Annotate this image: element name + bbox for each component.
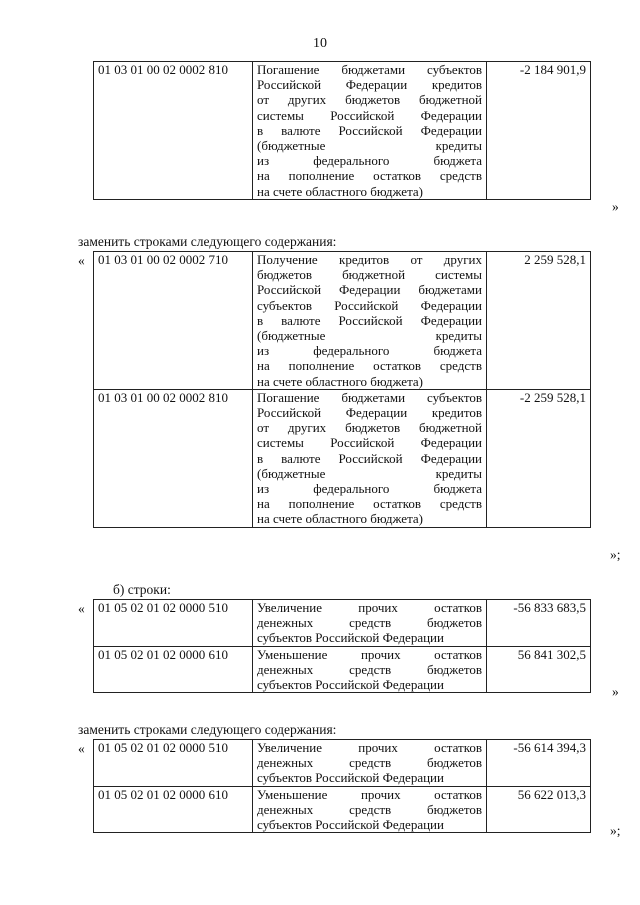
name-line: Российской Федерации кредитов — [257, 77, 482, 93]
budget-name-cell — [253, 600, 487, 647]
budget-table-old-balances — [93, 599, 591, 693]
budget-table-old-credits — [93, 61, 591, 200]
budget-table-new-balances — [93, 739, 591, 833]
name-line: (бюджетные кредиты — [257, 328, 482, 344]
name-line: Уменьшение прочих остатков — [257, 646, 482, 662]
budget-name-cell — [253, 252, 487, 390]
name-line: субъектов Российской Федерации — [257, 770, 444, 786]
closing-quote: » — [612, 199, 619, 214]
budget-code-cell: 01 03 01 00 02 0002 710 — [94, 252, 253, 390]
name-line: в валюте Российской Федерации — [257, 122, 482, 138]
replace-instruction: заменить строками следующего содержания: — [78, 234, 337, 249]
table-row — [94, 646, 591, 693]
table-row — [94, 62, 591, 200]
page-number: 10 — [313, 36, 327, 51]
budget-code-cell: 01 05 02 01 02 0000 610 — [94, 646, 253, 693]
name-line: субъектов Российской Федерации — [257, 817, 444, 833]
amount-cell: 56 841 302,5 — [487, 646, 591, 693]
name-line: из федерального бюджета — [257, 343, 482, 359]
name-line: Получение кредитов от других — [257, 252, 482, 267]
name-line: Увеличение прочих остатков — [257, 600, 482, 615]
name-line: субъектов Российской Федерации — [257, 297, 482, 313]
closing-quote: »; — [610, 823, 621, 838]
name-line: денежных средств бюджетов — [257, 801, 482, 817]
name-line: системы Российской Федерации — [257, 107, 482, 123]
amount-cell: -56 614 394,3 — [487, 740, 591, 787]
name-line: на счете областного бюджета) — [257, 373, 424, 389]
name-line: (бюджетные кредиты — [257, 465, 482, 481]
name-line: системы Российской Федерации — [257, 435, 482, 451]
name-line: Уменьшение прочих остатков — [257, 786, 482, 802]
name-line: на пополнение остатков средств — [257, 168, 482, 184]
budget-name-cell — [253, 646, 487, 693]
amount-cell: 2 259 528,1 — [487, 252, 591, 390]
name-line: на счете областного бюджета) — [257, 511, 424, 527]
table-row — [94, 740, 591, 787]
opening-quote: « — [78, 741, 85, 756]
name-line: денежных средств бюджетов — [257, 615, 482, 631]
section-b-heading: б) строки: — [113, 582, 171, 597]
budget-name-cell — [253, 740, 487, 787]
name-line: Российской Федерации бюджетами — [257, 282, 482, 298]
budget-code-cell: 01 05 02 01 02 0000 510 — [94, 740, 253, 787]
opening-quote: « — [78, 253, 85, 268]
name-line: на счете областного бюджета) — [257, 183, 424, 199]
opening-quote: « — [78, 601, 85, 616]
budget-name-cell — [253, 389, 487, 527]
name-line: бюджетов бюджетной системы — [257, 267, 482, 283]
name-line: субъектов Российской Федерации — [257, 630, 444, 646]
budget-name-cell — [253, 786, 487, 833]
name-line: Российской Федерации кредитов — [257, 405, 482, 421]
amount-cell: -56 833 683,5 — [487, 600, 591, 647]
closing-quote: »; — [610, 547, 621, 562]
table-row — [94, 600, 591, 647]
closing-quote: » — [612, 684, 619, 699]
budget-code-cell: 01 05 02 01 02 0000 510 — [94, 600, 253, 647]
replace-instruction: заменить строками следующего содержания: — [78, 722, 337, 737]
name-line: из федерального бюджета — [257, 153, 482, 169]
name-line: Погашение бюджетами субъектов — [257, 389, 482, 405]
budget-code-cell: 01 03 01 00 02 0002 810 — [94, 62, 253, 200]
amount-cell: 56 622 013,3 — [487, 786, 591, 833]
table-row — [94, 252, 591, 390]
name-line: в валюте Российской Федерации — [257, 312, 482, 328]
name-line: на пополнение остатков средств — [257, 358, 482, 374]
name-line: денежных средств бюджетов — [257, 661, 482, 677]
amount-cell: -2 259 528,1 — [487, 389, 591, 527]
name-line: субъектов Российской Федерации — [257, 677, 444, 693]
table-row — [94, 389, 591, 527]
name-line: из федерального бюджета — [257, 481, 482, 497]
name-line: Погашение бюджетами субъектов — [257, 62, 482, 77]
name-line: в валюте Российской Федерации — [257, 450, 482, 466]
name-line: Увеличение прочих остатков — [257, 740, 482, 755]
amount-cell: -2 184 901,9 — [487, 62, 591, 200]
budget-table-new-credits — [93, 251, 591, 528]
budget-name-cell — [253, 62, 487, 200]
name-line: на пополнение остатков средств — [257, 496, 482, 512]
budget-code-cell: 01 05 02 01 02 0000 610 — [94, 786, 253, 833]
table-row — [94, 786, 591, 833]
name-line: (бюджетные кредиты — [257, 138, 482, 154]
budget-code-cell: 01 03 01 00 02 0002 810 — [94, 389, 253, 527]
name-line: от других бюджетов бюджетной — [257, 92, 482, 108]
name-line: денежных средств бюджетов — [257, 755, 482, 771]
name-line: от других бюджетов бюджетной — [257, 420, 482, 436]
